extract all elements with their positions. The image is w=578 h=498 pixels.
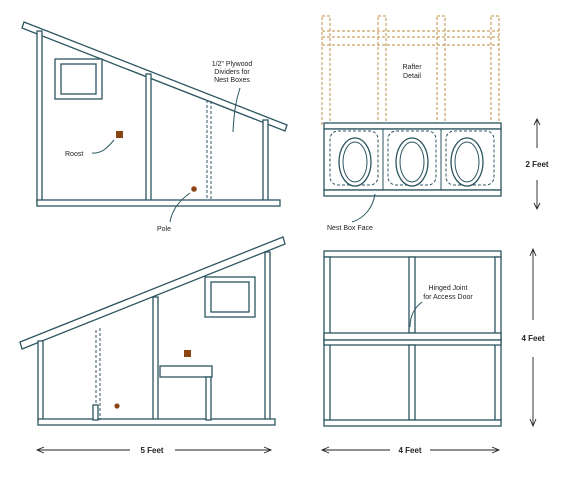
center-post-lower: [409, 345, 415, 420]
side-elevation-bottom: [20, 237, 285, 455]
left-wall-post: [38, 341, 43, 421]
bottom-rail: [324, 420, 501, 426]
rear-access-door-view: [322, 249, 545, 455]
pole-marker: [191, 186, 197, 192]
two-feet-label: 2 Feet: [525, 160, 549, 169]
right-wall-post: [263, 120, 268, 203]
middle-post: [153, 297, 158, 421]
floor-sill: [38, 419, 275, 425]
nest-box-face-label: Nest Box Face: [327, 225, 373, 232]
hinged-access-door-beam: [324, 333, 501, 340]
nest-entry-hole: [396, 138, 428, 186]
window-pane: [61, 64, 96, 94]
floor-sill: [37, 200, 280, 206]
dividers-label-line3: Nest Boxes: [214, 77, 250, 84]
pole-post: [93, 405, 98, 420]
roost-table-leg: [206, 377, 211, 420]
dividers-label-line2: Dividers for: [214, 69, 250, 76]
pole-label: Pole: [157, 226, 172, 233]
four-feet-right-label: 4 Feet: [521, 334, 545, 343]
window-pane: [211, 282, 249, 312]
dividers-label-line1: 1/2" Plywood: [211, 61, 253, 68]
nest-box-face-callout-line: [352, 194, 375, 222]
roost-callout-line: [92, 140, 114, 153]
top-rail: [324, 251, 501, 257]
nest-box-front-view: [322, 16, 549, 232]
four-feet-bottom-label: 4 Feet: [398, 446, 422, 455]
hinged-label-line1: Hinged Joint: [428, 285, 468, 292]
rafter-label-line2: Detail: [403, 73, 421, 80]
roost-marker: [184, 350, 191, 357]
nest-box-bottom-rail: [324, 190, 501, 196]
nest-entry-hole: [339, 138, 371, 186]
middle-post: [146, 74, 151, 203]
pole-callout-line: [170, 193, 190, 222]
right-wall-post: [265, 252, 270, 421]
side-elevation-top: [22, 22, 287, 233]
nest-entry-hole: [451, 138, 483, 186]
roost-table-top: [160, 366, 212, 377]
rafter-label-line1: Rafter: [402, 64, 422, 71]
roost-label: Roost: [65, 151, 84, 158]
hinged-label-line2: for Access Door: [423, 294, 473, 301]
five-feet-label: 5 Feet: [140, 446, 164, 455]
lower-rail: [324, 340, 501, 345]
left-wall-post: [37, 31, 42, 203]
pole-marker: [114, 403, 119, 408]
roost-marker: [116, 131, 123, 138]
nest-box-top-rail: [324, 123, 501, 129]
